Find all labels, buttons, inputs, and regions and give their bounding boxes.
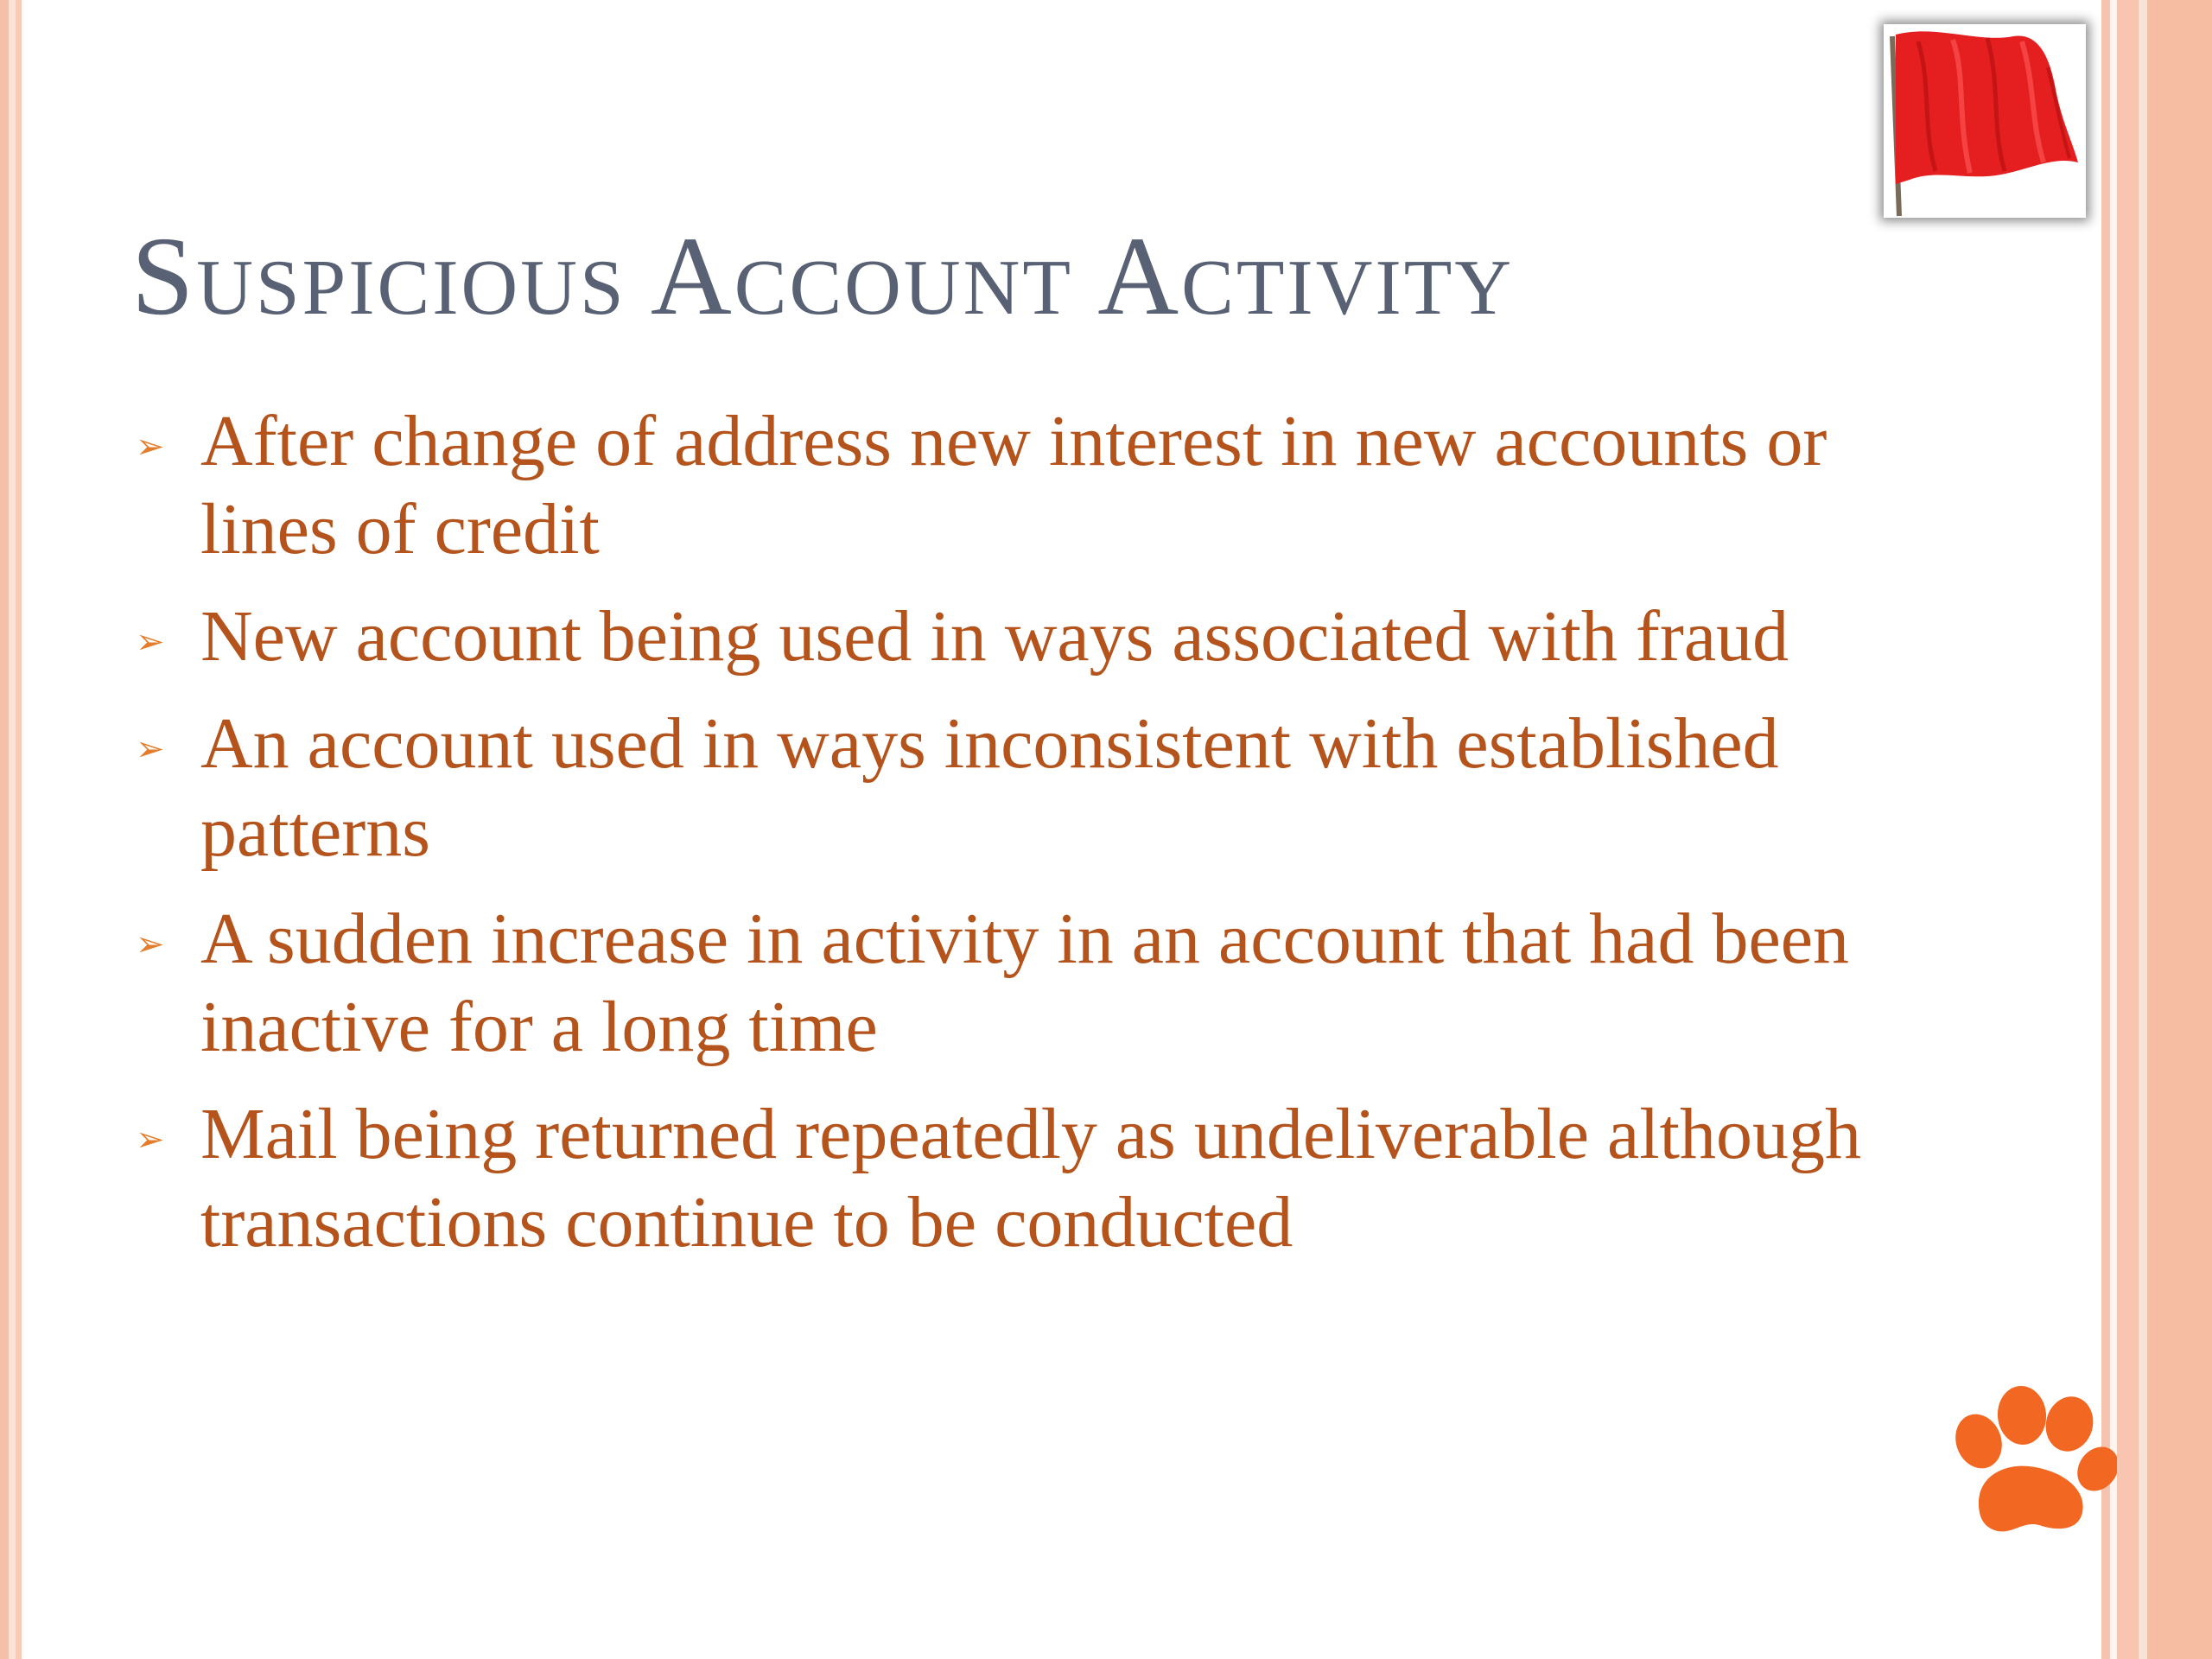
bullet-item	[131, 397, 1911, 574]
right-border-stripe	[2139, 0, 2147, 1659]
bullet-item	[131, 895, 1911, 1071]
bullet-item	[131, 1090, 1911, 1267]
bullet-list	[131, 397, 1911, 1286]
bullet-item	[131, 593, 1911, 681]
bullet-text: A sudden increase in activity in an account that had been inactive for a long time	[200, 899, 1850, 1067]
arrow-bullet-icon: ➢	[136, 1120, 165, 1160]
right-border-stripe	[2117, 0, 2139, 1659]
tiger-paw-logo	[1944, 1382, 2117, 1547]
bullet-text: New account being used in ways associated with fraud	[200, 596, 1789, 677]
arrow-bullet-icon: ➢	[136, 925, 165, 964]
left-border-stripe	[9, 0, 16, 1659]
slide-title: Suspicious Account Activity	[131, 214, 1515, 339]
bullet-text: After change of address new interest in new accounts or lines of credit	[200, 401, 1827, 569]
arrow-bullet-icon: ➢	[136, 622, 165, 662]
bullet-item	[131, 700, 1911, 876]
bullet-text: Mail being returned repeatedly as undeliverable although transactions continue to be conducted	[200, 1094, 1861, 1262]
right-border-stripe	[2147, 0, 2212, 1659]
bullet-text: An account used in ways inconsistent with established patterns	[200, 703, 1779, 872]
left-border-stripe	[16, 0, 22, 1659]
red-flag-icon	[1884, 24, 2086, 218]
left-border-stripe	[0, 0, 9, 1659]
arrow-bullet-icon: ➢	[136, 427, 165, 467]
arrow-bullet-icon: ➢	[136, 729, 165, 769]
